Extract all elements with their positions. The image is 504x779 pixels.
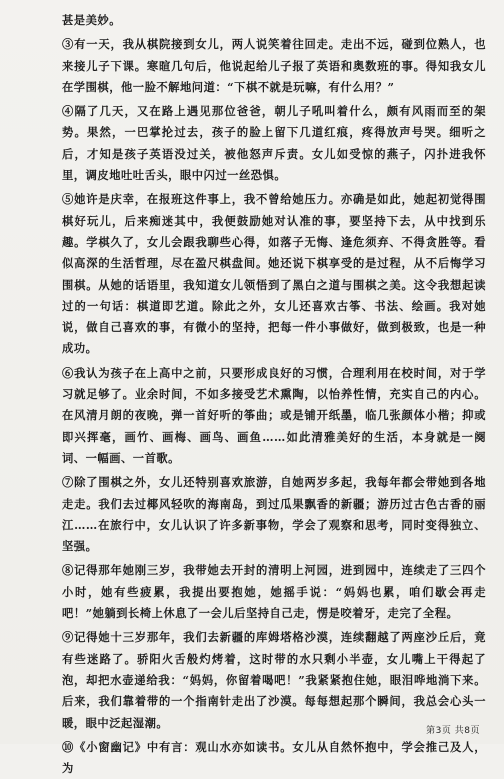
paragraph-4: ④隔了几天，又在路上遇见那位爸爸，朝儿子吼叫着什么，颇有风雨而至的架势。果然，一巴掌抡过去，孩子的脸上留下几道红痕，疼得放声号哭。细听之后，才知是孩子英语没过关，被他怒声斥责。女儿如受惊的燕子，闪扑进我怀里，调皮地吐吐舌头，眼中闪过一丝恐惧。: [62, 104, 486, 183]
paragraph-5: ⑤她许是庆幸，在报班这件事上，我不曾给她压力。亦确是如此，她起初觉得围棋好玩儿，后来痴迷其中，我便鼓励她对认准的事，要坚持下去，从中找到乐趣。学棋久了，女儿会跟我聊些心得，如落子无悔、逢危须弃、不得贪胜等。看似高深的生活哲理，尽在盈尺棋盘间。她还说下棋享受的是过程，从不后悔学习围棋。从她的话语里，我知道女儿领悟到了黑白之道与围棋之美。这令我想起读过的一句话：棋道即艺道。除此之外，女儿还喜欢古筝、书法、绘画。我对她说，做自己喜欢的事，有微小的坚持，把每一件小事做好，做到极致，也是一种成功。: [62, 192, 486, 356]
paragraph-fragment: 甚是美妙。: [62, 13, 121, 27]
paragraph-3: ③有一天，我从棋院接到女儿，两人说笑着往回走。走出不远，碰到位熟人，也来接儿子下课。寒暄几句后，他说起给儿子报了英语和奥数班的事。得知我女儿在学围棋，他一脸不解地问道：“下棋不就是玩嘛，有什么用？”: [62, 37, 486, 94]
article-body: [62, 10, 486, 779]
paragraph-10: ⑩《小窗幽记》中有言：观山水亦如读书。女儿从自然怀抱中，学会推己及人，为: [62, 739, 486, 776]
paragraph-7: ⑦除了围棋之外，女儿还特别喜欢旅游，自她两岁多起，我每年都会带她到各地走走。我们去过椰风轻吹的海南岛，到过瓜果飘香的新疆；游历过古色古香的丽江……在旅行中，女儿认识了许多新事物，学会了观察和思考，同时变得独立、坚强。: [62, 475, 486, 554]
paragraph-6: ⑥我认为孩子在上高中之前，只要形成良好的习惯，合理利用在校时间，对于学习就足够了。业余时间，不如多接受艺术熏陶，以怡养性情，充实自己的内心。在风清月朗的夜晚，弹一首好听的筝曲；或是铺开纸墨，临几张颜体小楷；抑或即兴挥毫，画竹、画梅、画鸟、画鱼……如此清雅美好的生活，本身就是一阕词、一幅画、一首歌。: [62, 365, 486, 465]
paragraph-9: ⑨记得她十三岁那年，我们去新疆的库姆塔格沙漠，连续翻越了两座沙丘后，竟有些迷路了。骄阳火舌般灼烤着，这时带的水只剩小半壶，女儿嘴上干得起了泡，却把水壶递给我：“妈妈，你留着喝吧！”我紧紧抱住她，眼泪哗地淌下来。后来，我们靠着带的一个指南针走出了沙漠。每每想起那个瞬间，我总会心头一暖，眼中泛起湿潮。: [62, 630, 486, 730]
page-number: 第3页 共8页: [426, 726, 480, 736]
paragraph-8: ⑧记得那年她刚三岁，我带她去开封的清明上河园，进到园中，连续走了三四个小时，她有些疲累，我提出要抱她，她摇手说：“妈妈也累，咱们歇会再走吧！”她躺到长椅上休息了一会儿后坚持自己走，愣是咬着牙，走完了全程。: [62, 563, 486, 621]
